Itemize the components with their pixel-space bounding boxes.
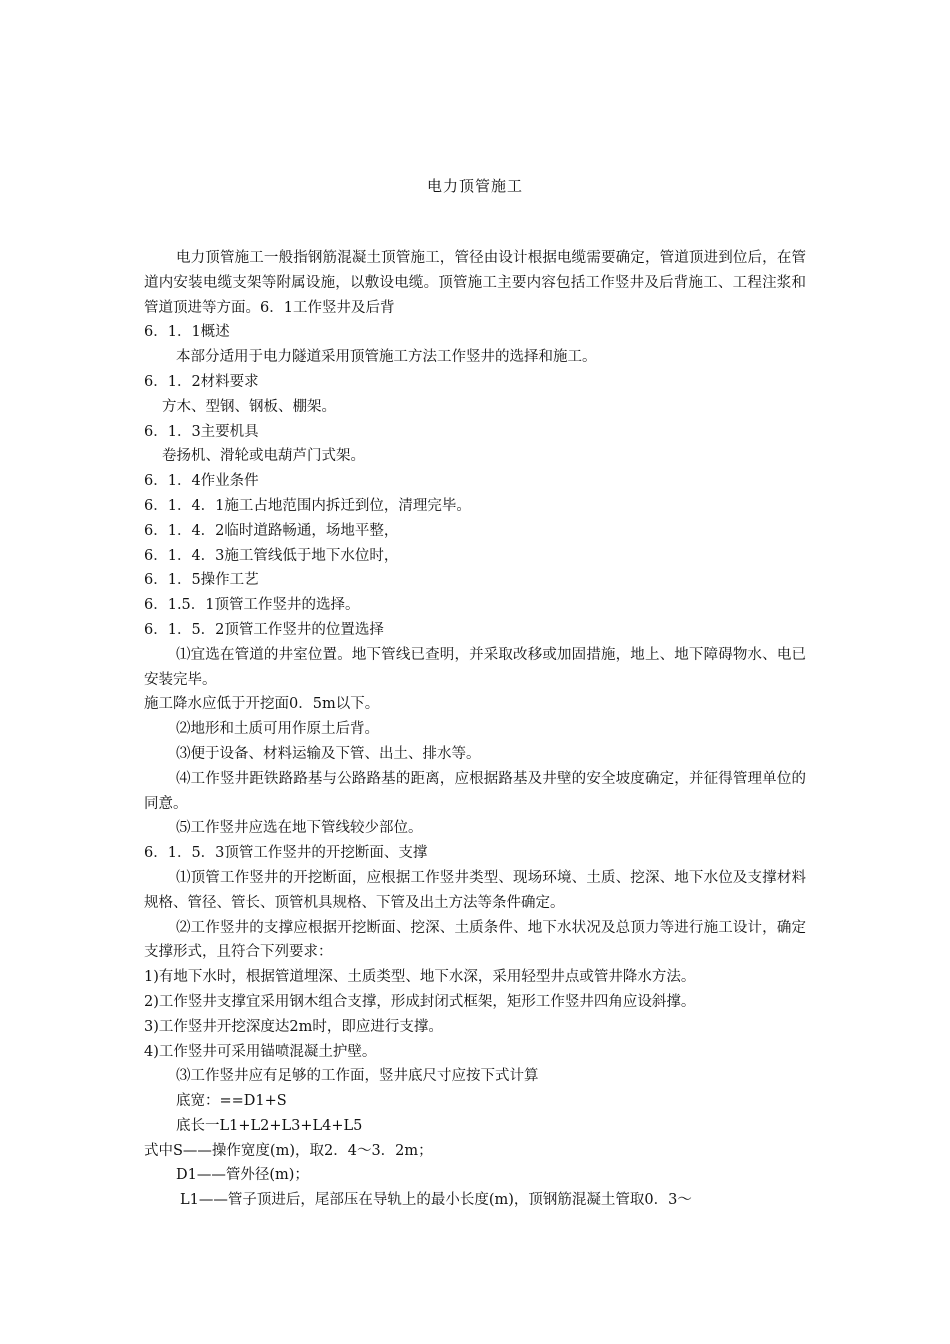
paragraph: 施工降水应低于开挖面0．5m以下。 — [144, 696, 380, 713]
paragraph: 式中S——操作宽度(m)，取2．4～3．2m； — [144, 1142, 433, 1159]
paragraph: 6．1．1概述 — [144, 324, 230, 341]
paragraph: 6．1.5．1顶管工作竖井的选择。 — [144, 597, 360, 614]
paragraph: ⑸工作竖井应选在地下管线较少部位。 — [176, 820, 423, 837]
paragraph: 6．1．4作业条件 — [144, 473, 259, 490]
paragraph: 1)有地下水时，根据管道埋深、土质类型、地下水深，采用轻型井点或管井降水方法。 — [144, 969, 696, 986]
paragraph: ⑶便于设备、材料运输及下管、出土、排水等。 — [176, 745, 481, 762]
paragraph: 6．1．4．2临时道路畅通，场地平整， — [144, 522, 399, 539]
paragraph: ⑷工作竖井距铁路路基与公路路基的距离，应根据路基及井壁的安全坡度确定，并征得管理单位的同意。 — [144, 770, 806, 812]
paragraph: 6．1．3主要机具 — [144, 423, 259, 440]
paragraph: 电力顶管施工一般指钢筋混凝土顶管施工，管径由设计根据电缆需要确定，管道顶进到位后，在管道内安装电缆支架等附属设施，以敷设电缆。顶管施工主要内容包括工作竖井及后背施工、工程注浆和管道顶进等方面。6．1工作竖井及后背 — [144, 250, 806, 316]
paragraph: ⑶工作竖井应有足够的工作面，竖井底尺寸应按下式计算 — [176, 1068, 539, 1085]
paragraph: 底宽：==D1+S — [176, 1093, 287, 1110]
paragraph: 6．1．4．3施工管线低于地下水位时， — [144, 547, 399, 564]
paragraph: 6．1．5操作工艺 — [144, 572, 259, 589]
paragraph: D1——管外径(m)； — [176, 1167, 309, 1184]
paragraph: 6．1．5．2顶管工作竖井的位置选择 — [144, 621, 384, 638]
paragraph: 底长一L1+L2+L3+L4+L5 — [176, 1117, 363, 1134]
paragraph: 6．1．4．1施工占地范围内拆迁到位，清理完毕。 — [144, 497, 471, 514]
paragraph: ⑴顶管工作竖井的开挖断面，应根据工作竖井类型、现场环境、土质、挖深、地下水位及支撑材料规格、管径、管长、顶管机具规格、下管及出土方法等条件确定。 — [144, 869, 806, 911]
paragraph: 本部分适用于电力隧道采用顶管施工方法工作竖井的选择和施工。 — [176, 349, 597, 366]
paragraph: 4)工作竖井可采用锚喷混凝土护壁。 — [144, 1043, 377, 1060]
document-body — [144, 246, 806, 1213]
paragraph: 6．1．5．3顶管工作竖井的开挖断面、支撑 — [144, 845, 428, 862]
paragraph: ⑴宜选在管道的井室位置。地下管线已查明，并采取改移或加固措施，地上、地下障碍物水、电已安装完毕。 — [144, 646, 806, 688]
paragraph: ⑵地形和土质可用作原土后背。 — [176, 721, 379, 738]
paragraph: 方木、型钢、钢板、棚架。 — [162, 398, 336, 415]
paragraph: ⑵工作竖井的支撑应根据开挖断面、挖深、土质条件、地下水状况及总顶力等进行施工设计，确定支撑形式，且符合下列要求： — [144, 919, 806, 961]
paragraph: 2)工作竖井支撑宜采用钢木组合支撑，形成封闭式框架，矩形工作竖井四角应设斜撑。 — [144, 993, 696, 1010]
paragraph: 3)工作竖井开挖深度达2m时，即应进行支撑。 — [144, 1018, 443, 1035]
paragraph: 卷扬机、滑轮或电葫芦门式架。 — [162, 448, 365, 465]
paragraph: 6．1．2材料要求 — [144, 373, 259, 390]
paragraph: L1——管子顶进后，尾部压在导轨上的最小长度(m)，顶钢筋混凝土管取0．3～ — [180, 1192, 692, 1209]
page-title: 电力顶管施工 — [426, 177, 523, 195]
